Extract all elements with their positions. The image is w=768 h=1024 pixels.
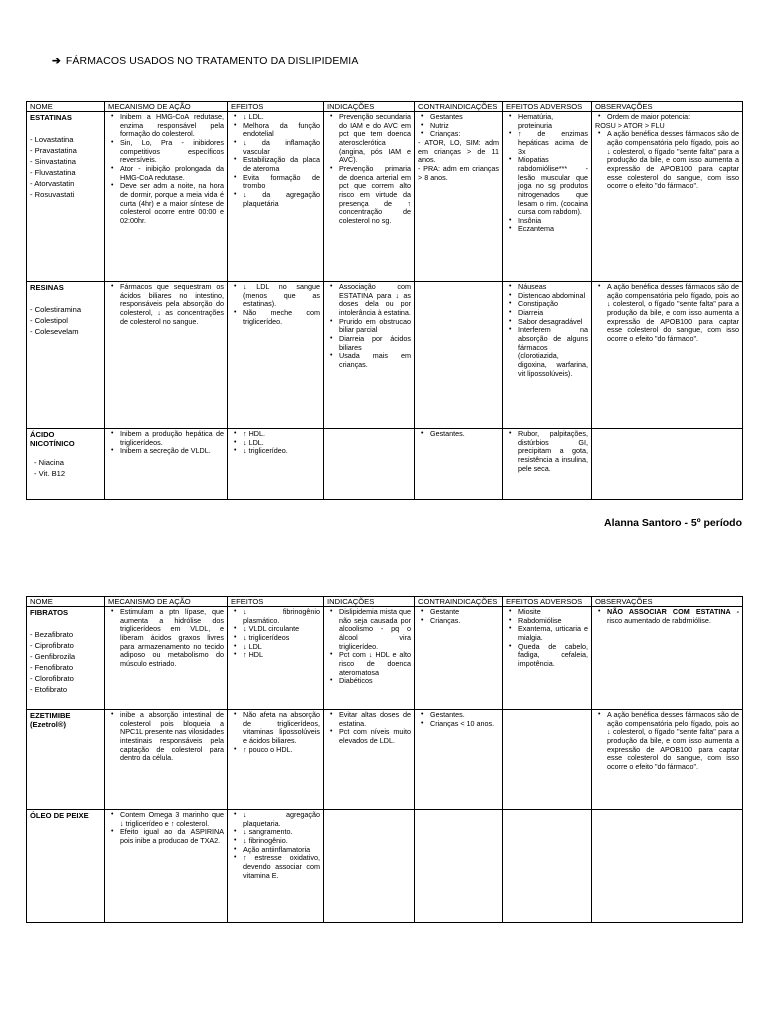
list-item: • inibe a absorção intestinal de colesterol pois bloqueia a NPC1L presente nas vilosidades intestinais responsáveis pela captação de colesterol para dentro da célula. (108, 711, 224, 763)
cell-observacoes (592, 429, 743, 500)
cell-observacoes (592, 810, 743, 923)
table-row-acido-nicotinico (27, 429, 743, 500)
list-item: • Diarreia (506, 309, 588, 318)
list-item: • A ação benéfica desses fármacos são de ação compensatória pelo fígado, pois ao ↓ colesterol, o fígado "sente falta" para a produção da bile, e com isso aumenta a expressão de APOB100 para captar esse colesterol do sangue, com isso ocorre o efeito "do fármaco". (595, 130, 739, 190)
cell-efeitos-adversos (503, 810, 592, 923)
list-item: • Crianças. (418, 617, 499, 626)
list-item: • Dislipidemia mista que não seja causada por alcoolismo - pq o álcool vira triglicerídeo. (327, 608, 411, 651)
list-item: • Rubor, palpitações, distúrbios GI, precipitam a gota, resistência a insulina, pele seca. (506, 430, 588, 473)
cell-efeitos (228, 282, 324, 429)
table-header-row (27, 102, 743, 112)
text-line: ROSU > ATOR > FLU (595, 120, 665, 130)
cell-contraindicacoes (415, 710, 503, 810)
list-item: • A ação benéfica desses fármacos são de ação compensatória pelo fígado, pois ao ↓ colesterol, o fígado "sente falta" para a produção da bile, e com isso aumenta a expressão de APOB100 para captar esse colesterol do sangue, com isso ocorre o efeito "do fármaco". (595, 711, 739, 771)
header-contraindicacoes: CONTRAINDICAÇÕES (415, 597, 503, 607)
cell-indicacoes (324, 282, 415, 429)
cell-mecanismo (105, 607, 228, 710)
header-efeitos: EFEITOS (228, 102, 324, 112)
cell-contraindicacoes (415, 607, 503, 710)
cell-observacoes (592, 282, 743, 429)
cell-indicacoes (324, 429, 415, 500)
list-item: • Crianças < 10 anos. (418, 720, 499, 729)
drug-list (30, 304, 101, 337)
list-item: • Evitar altas doses de estatina. (327, 711, 411, 728)
text-line: risco aumentado de rabdmiólise. (607, 615, 711, 625)
list-item: • Inibem a secreção de VLDL. (108, 447, 224, 456)
cell-efeitos (228, 810, 324, 923)
list-item: • Distencao abdominal (506, 292, 588, 301)
drug-list (30, 629, 101, 695)
list-item: • Diarreia por ácidos biliares (327, 335, 411, 352)
header-mecanismo: MECANISMO DE AÇÃO (105, 597, 228, 607)
list-item: • Deve ser adm a noite, na hora de dormir, porque a meia vida é curta (4hr) e a maior síntese de colesterol ocorre entre 00:00 e 02:00hr. (108, 182, 224, 225)
list-item: • Miosite (506, 608, 588, 617)
drug-class-name: FIBRATOS (30, 608, 69, 618)
cell-observacoes (592, 710, 743, 810)
list-item: • Queda de cabelo, fadiga, cefaleia, impotência. (506, 643, 588, 669)
list-item: • Não meche com triglicerídeo. (231, 309, 320, 326)
header-indicacoes: INDICAÇÕES (324, 597, 415, 607)
list-item: • Miopatias rabdomiólise*** - lesão muscular que joga no sg produtos nitrogenados que lesam o rim. (cocaina cursa com rabdom). (506, 156, 588, 216)
cell-indicacoes (324, 810, 415, 923)
drug-item: - Genfibrozila (30, 652, 76, 662)
table-row-oleo-de-peixe (27, 810, 743, 923)
drug-item: - Pravastatina (30, 146, 77, 156)
table-row-estatinas (27, 112, 743, 282)
list-item: • Nutriz (418, 122, 499, 131)
drug-item: - Fenofibrato (30, 663, 74, 673)
list-item: • Pct com ↓ HDL e alto risco de doenca ateromatosa (327, 651, 411, 677)
list-item: • ↓ LDL. (231, 439, 320, 448)
list-item: • Exantema, urticaria e mialgia. (506, 625, 588, 642)
list-item: • ↓ sangramento. (231, 828, 320, 837)
list-item: • ↓ agregação plaquetaria. (231, 811, 320, 828)
list-item: • Gestantes (418, 113, 499, 122)
list-item: • Interferem na absorção de alguns fármacos (clorotiazida, digoxina, warfarina, vit lipossolúveis). (506, 326, 588, 378)
cell-contraindicacoes (415, 282, 503, 429)
cell-efeitos (228, 710, 324, 810)
drug-item: - Clorofibrato (30, 674, 74, 684)
list-item: • ↑ estresse oxidativo, devendo associar com vitamina E. (231, 854, 320, 880)
header-efeitos: EFEITOS (228, 597, 324, 607)
list-item: • Inibem a HMG-CoA redutase, enzima responsável pela formação do colesterol. (108, 113, 224, 139)
drug-list (30, 457, 101, 479)
header-efeitos-adversos: EFEITOS ADVERSOS (503, 597, 592, 607)
list-item: • ↓ triglicerídeo. (231, 447, 320, 456)
list-item: • ↓ triglicerídeos (231, 634, 320, 643)
list-item: • Prurido em obstrucao biliar parcial (327, 318, 411, 335)
cell-efeitos (228, 112, 324, 282)
list-item: • Ordem de maior potencia: (595, 113, 739, 122)
cell-mecanismo (105, 429, 228, 500)
drug-item: - Colesevelam (30, 327, 79, 337)
list-item: • Não afeta na absorção de triglicerídeos, vitaminas lipossolúveis e ácidos biliares. (231, 711, 320, 746)
list-item: • ↓ fibrinogênio. (231, 837, 320, 846)
list-item: • Pct com níveis muito elevados de LDL. (327, 728, 411, 745)
list-item: • Hematúria, proteinuria (506, 113, 588, 130)
cell-nome (27, 282, 105, 429)
list-item: • Gestante (418, 608, 499, 617)
cell-indicacoes (324, 112, 415, 282)
cell-contraindicacoes (415, 429, 503, 500)
cell-mecanismo (105, 710, 228, 810)
cell-efeitos-adversos (503, 282, 592, 429)
list-item: • ↑ HDL (231, 651, 320, 660)
drug-item: - Sinvastatina (30, 157, 77, 167)
drug-class-name: EZETIMIBE (Ezetrol®) (30, 711, 71, 730)
list-item: • Melhora da função endotelial (231, 122, 320, 139)
list-item: • ↑ HDL. (231, 430, 320, 439)
cell-efeitos-adversos (503, 429, 592, 500)
cell-efeitos-adversos (503, 710, 592, 810)
cell-mecanismo (105, 112, 228, 282)
cell-mecanismo (105, 282, 228, 429)
drug-item: - Lovastatina (30, 135, 74, 145)
list-item: • Contem Omega 3 marinho que ↓ triglicerídeo e ↑ colesterol. (108, 811, 224, 828)
list-item: • Estabilização da placa de ateroma (231, 156, 320, 173)
table-row-resinas (27, 282, 743, 429)
cell-indicacoes (324, 607, 415, 710)
cell-nome (27, 112, 105, 282)
drug-table-1 (26, 101, 743, 500)
warning-text: NÃO ASSOCIAR COM ESTATINA - (607, 607, 739, 617)
text-line: - PRA: adm em crianças > 8 anos. (418, 163, 499, 182)
cell-efeitos (228, 607, 324, 710)
list-item: • Insônia (506, 217, 588, 226)
document-title (52, 55, 358, 67)
drug-item: - Fluvastatina (30, 168, 76, 178)
drug-class-name: ÓLEO DE PEIXE (30, 811, 89, 821)
list-item: • Evita formação de trombo (231, 174, 320, 191)
arrow-icon: ➔ (52, 55, 61, 67)
header-indicacoes: INDICAÇÕES (324, 102, 415, 112)
drug-class-name: ESTATINAS (30, 113, 72, 123)
cell-nome (27, 710, 105, 810)
drug-item: - Vit. B12 (34, 469, 66, 479)
cell-mecanismo (105, 810, 228, 923)
list-item: • ↑ pouco o HDL. (231, 746, 320, 755)
list-item: • ↓ LDL no sangue (menos que as estatinas). (231, 283, 320, 309)
list-item (595, 608, 739, 625)
cell-observacoes (592, 607, 743, 710)
list-item: • Prevenção primaria de doenca arterial em pct que correm alto risco em virtude da presença de ↑ concentração de colesterol no sg. (327, 165, 411, 225)
list-item: • ↓ LDL. (231, 113, 320, 122)
header-mecanismo: MECANISMO DE AÇÃO (105, 102, 228, 112)
document-title-text: FÁRMACOS USADOS NO TRATAMENTO DA DISLIPIDEMIA (65, 55, 359, 67)
cell-efeitos (228, 429, 324, 500)
header-observacoes: OBSERVAÇÕES (592, 597, 743, 607)
list-item: • Prevenção secundaria do IAM e do AVC em pct que tem doenca aterosclerótica (angina, pós IAM e AVC). (327, 113, 411, 165)
header-observacoes: OBSERVAÇÕES (592, 102, 743, 112)
list-item: • Gestantes. (418, 711, 499, 720)
drug-item: - Etofibrato (30, 685, 68, 695)
cell-nome (27, 607, 105, 710)
list-item: • Usada mais em crianças. (327, 352, 411, 369)
list-item: • ↓ da agregação plaquetária (231, 191, 320, 208)
drug-class-name: RESINAS (30, 283, 64, 293)
drug-item: - Ciprofibrato (30, 641, 74, 651)
drug-table-2 (26, 596, 743, 923)
list-item: • Gestantes. (418, 430, 499, 439)
list-item: • Associação com ESTATINA para ↓ as doses dela ou por intolerância à estatina. (327, 283, 411, 318)
cell-nome (27, 810, 105, 923)
list-item: • Rabdomiólise (506, 617, 588, 626)
list-item: • Inibem a produção hepática de triglicerídeos. (108, 430, 224, 447)
cell-contraindicacoes (415, 810, 503, 923)
list-item: • Diabéticos (327, 677, 411, 686)
list-item: • A ação benéfica desses fármacos são de ação compensatória pelo fígado, pois ao ↓ colesterol, o fígado "sente falta" para a produção da bile, e com isso aumenta a expressão de APOB100 para captar esse colesterol do sangue, com isso ocorre o efeito "do fármaco". (595, 283, 739, 343)
list-item: • ↓ fibrinogênio plasmático. (231, 608, 320, 625)
table-row-ezetimibe (27, 710, 743, 810)
list-item: • Ator - inibição prolongada da HMG-CoA redutase. (108, 165, 224, 182)
cell-indicacoes (324, 710, 415, 810)
list-item: • Fármacos que sequestram os ácidos biliares no intestino, responsáveis pela absorção do colesterol, ↓ as concentrações de colesterol no sangue. (108, 283, 224, 326)
drug-item: - Atorvastatin (30, 179, 75, 189)
author-signature: Alanna Santoro - 5º período (603, 517, 742, 529)
drug-item: - Colestiramina (30, 305, 82, 315)
drug-item: - Niacina (34, 458, 64, 468)
cell-observacoes (592, 112, 743, 282)
list-item: • Ação antiinflamatoria (231, 846, 320, 855)
cell-contraindicacoes (415, 112, 503, 282)
list-item: • Sabor desagradável (506, 318, 588, 327)
header-efeitos-adversos: EFEITOS ADVERSOS (503, 102, 592, 112)
header-contraindicacoes: CONTRAINDICAÇÕES (415, 102, 503, 112)
cell-efeitos-adversos (503, 607, 592, 710)
drug-class-name: ÁCIDO NICOTÍNICO (30, 430, 75, 449)
list-item: • ↓ LDL (231, 643, 320, 652)
list-item: • Eczantema (506, 225, 588, 234)
list-item: • Náuseas (506, 283, 588, 292)
drug-item: - Colestipol (30, 316, 68, 326)
drug-item: - Rosuvastati (30, 190, 75, 200)
table-row-fibratos (27, 607, 743, 710)
list-item: • ↓ da inflamação vascular (231, 139, 320, 156)
list-item: • Crianças: (418, 130, 499, 139)
drug-list (30, 134, 101, 200)
header-nome: NOME (27, 597, 105, 607)
drug-item: - Bezafibrato (30, 630, 74, 640)
list-item: • Sin, Lo, Pra - inibidores competitivos específicos reversíveis. (108, 139, 224, 165)
cell-efeitos-adversos (503, 112, 592, 282)
cell-nome (27, 429, 105, 500)
list-item: • ↓ VLDL circulante (231, 625, 320, 634)
list-item: • Efeito igual ao da ASPIRINA pois inibe a producao de TXA2. (108, 828, 224, 845)
table-header-row (27, 597, 743, 607)
list-item: • ↑ de enzimas hepáticas acima de 3x (506, 130, 588, 156)
text-line: - ATOR, LO, SIM: adm em crianças > de 11 anos. (418, 138, 499, 165)
list-item: • Estimulam a ptn lípase, que aumenta a hidrólise dos triglicerídeos em VLDL, e liberam ácidos graxos livres para armazenamento no tecido adiposo ou metabolismo do músculo estriado. (108, 608, 224, 668)
header-nome: NOME (27, 102, 105, 112)
list-item: • Constipação (506, 300, 588, 309)
